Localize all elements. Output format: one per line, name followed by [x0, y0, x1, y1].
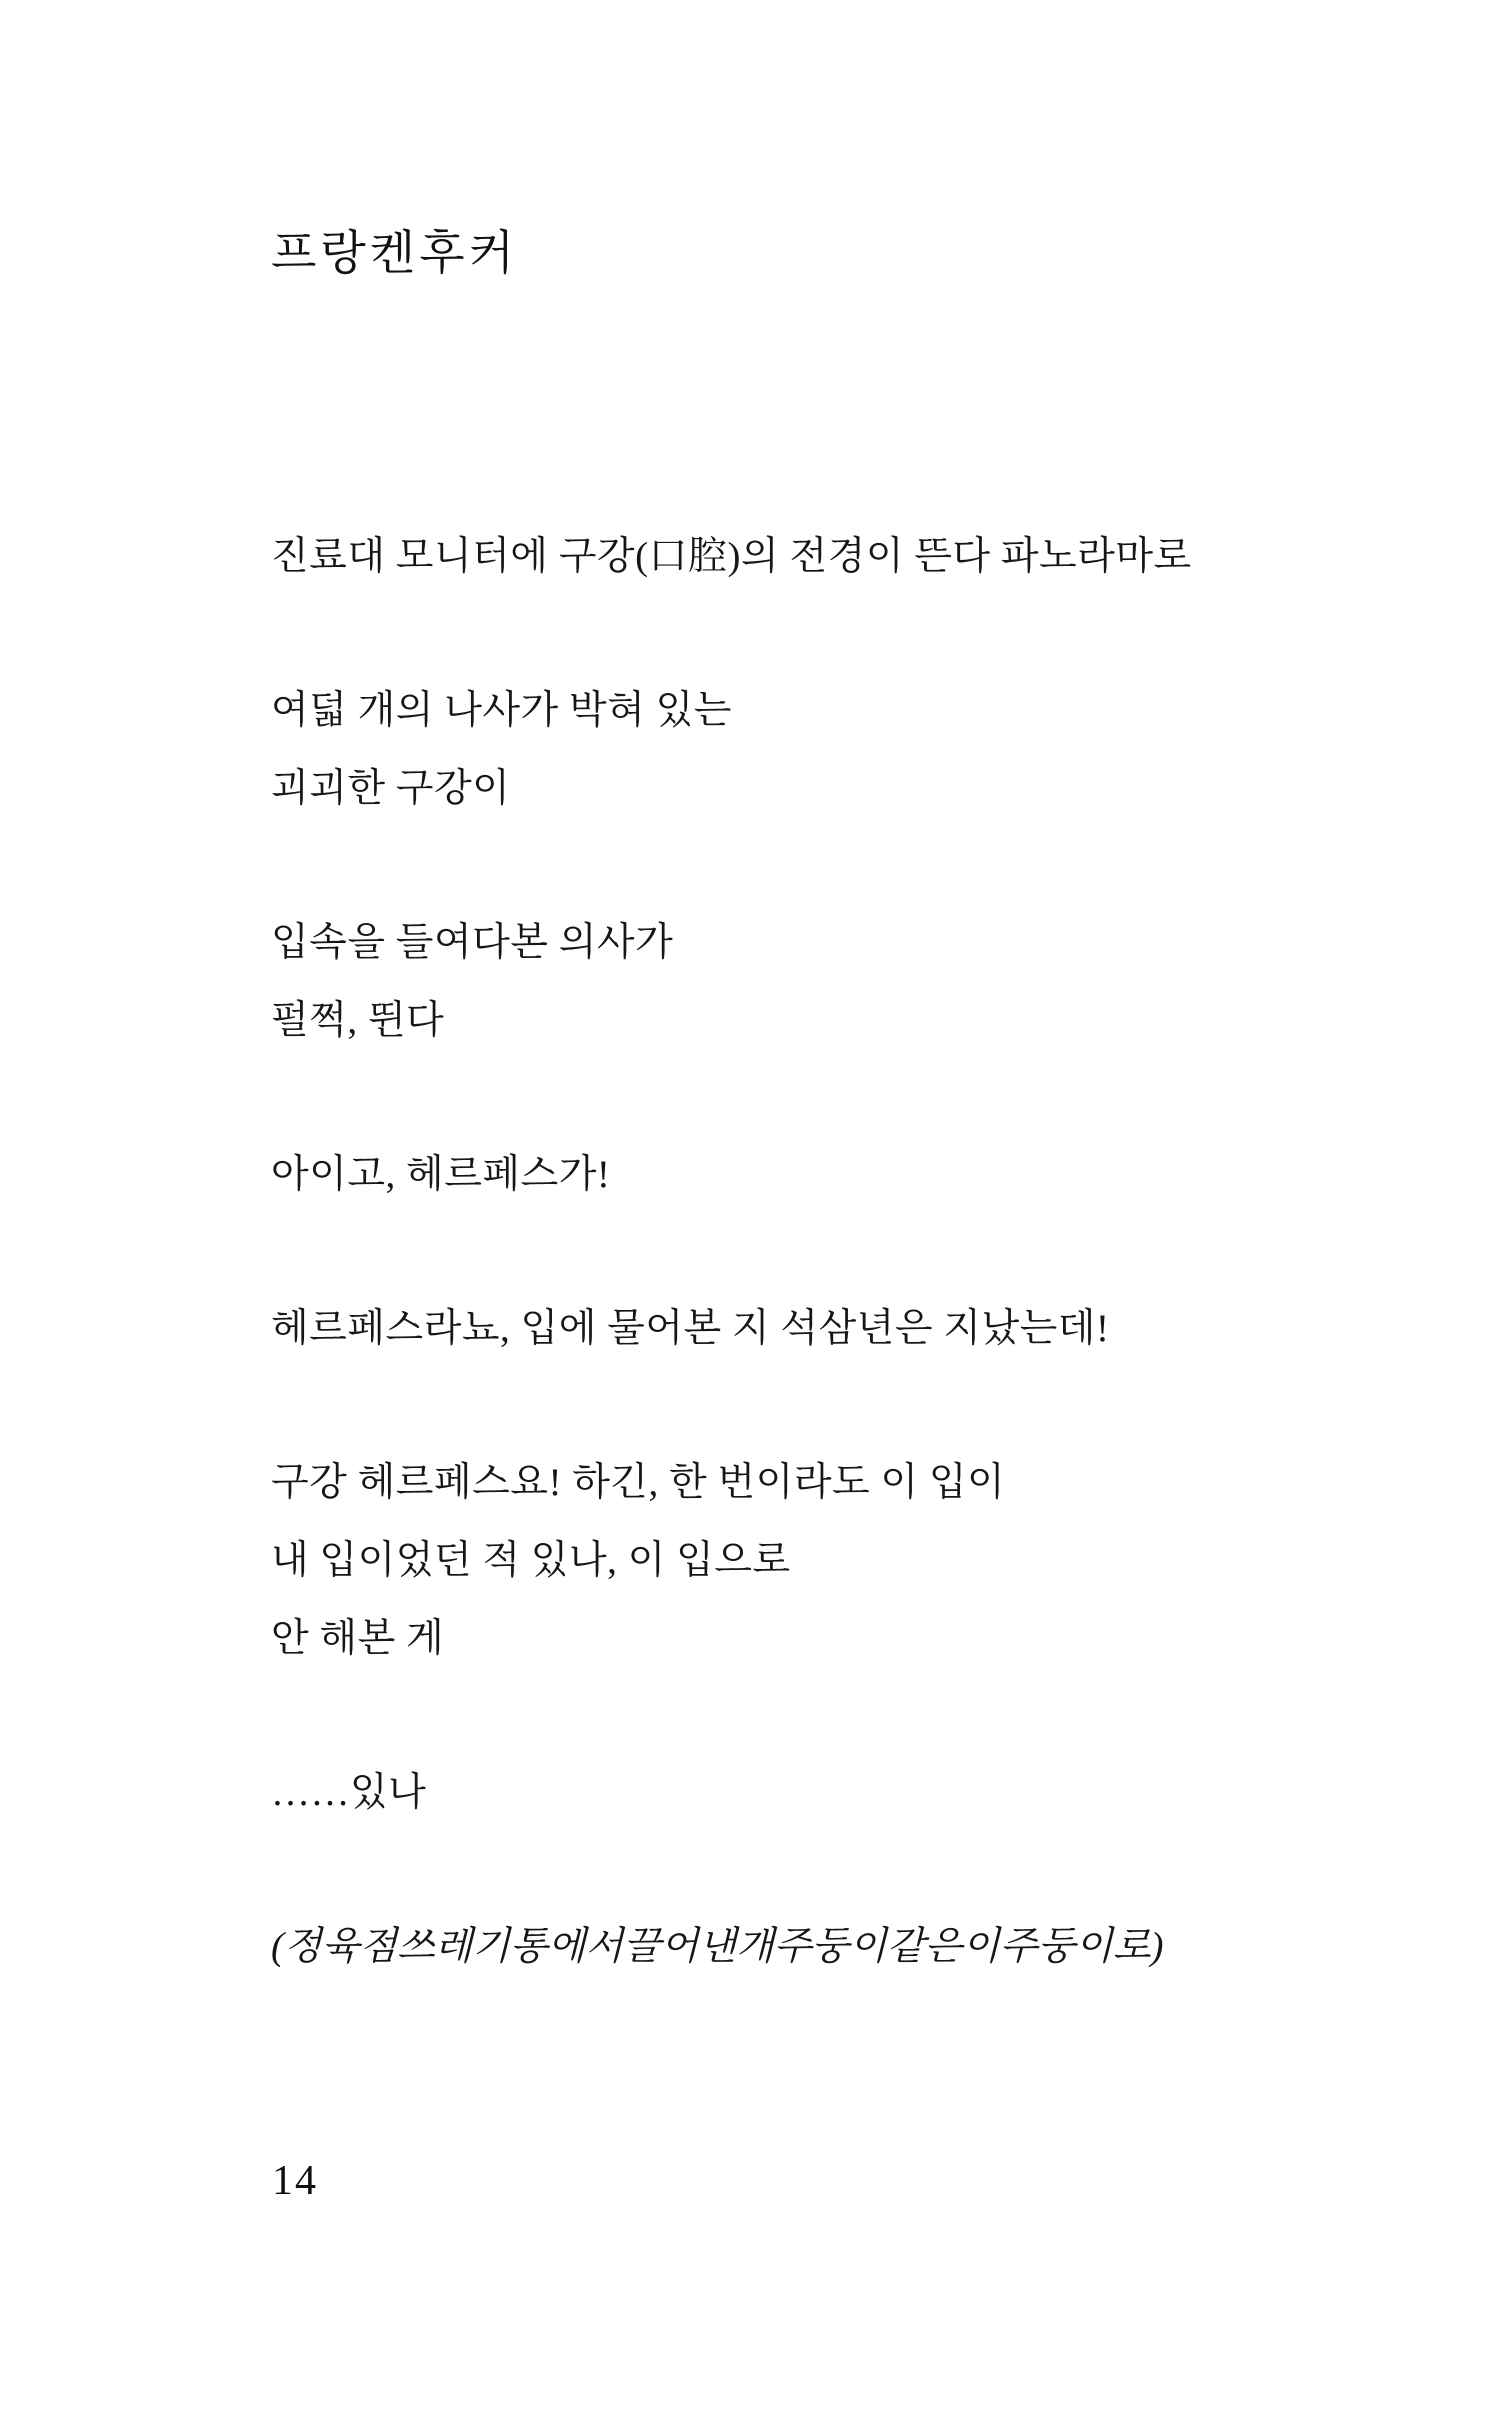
poem-stanza	[271, 1136, 1442, 1214]
poem-line: 안 해본 게	[271, 1617, 445, 1660]
poem-line: 헤르페스라뇨, 입에 물어본 지 석삼년은 지났는데!	[271, 1307, 1110, 1350]
poem-line: 입속을 들여다본 의사가	[271, 921, 674, 964]
poem-stanza-parenthetical	[271, 1908, 1442, 1986]
poem-line: (정육점쓰레기통에서끌어낸개주둥이같은이주둥이로)	[271, 1925, 1164, 1968]
poem-stanza	[271, 518, 1442, 596]
poem-line: 내 입이었던 적 있나, 이 입으로	[271, 1539, 791, 1582]
poem-stanza	[271, 672, 1442, 828]
poem-line: ……있나	[271, 1771, 427, 1814]
poem-title: 프랑켄후커	[271, 228, 519, 280]
poem-stanza	[271, 1444, 1442, 1678]
poem-line: 여덟 개의 나사가 박혀 있는	[271, 689, 732, 732]
poem-line: 아이고, 헤르페스가!	[271, 1153, 611, 1196]
poem-line: 펄쩍, 뛴다	[271, 999, 445, 1042]
poem-line: 구강 헤르페스요! 하긴, 한 번이라도 이 입이	[271, 1461, 1006, 1504]
poem-line: 괴괴한 구강이	[271, 767, 511, 810]
page-number: 14	[272, 2158, 318, 2204]
poem-body	[271, 518, 1442, 2062]
poem-line: 진료대 모니터에 구강(口腔)의 전경이 뜬다 파노라마로	[271, 535, 1192, 578]
poem-stanza	[271, 1754, 1442, 1832]
poem-stanza	[271, 1290, 1442, 1368]
poem-stanza	[271, 904, 1442, 1060]
